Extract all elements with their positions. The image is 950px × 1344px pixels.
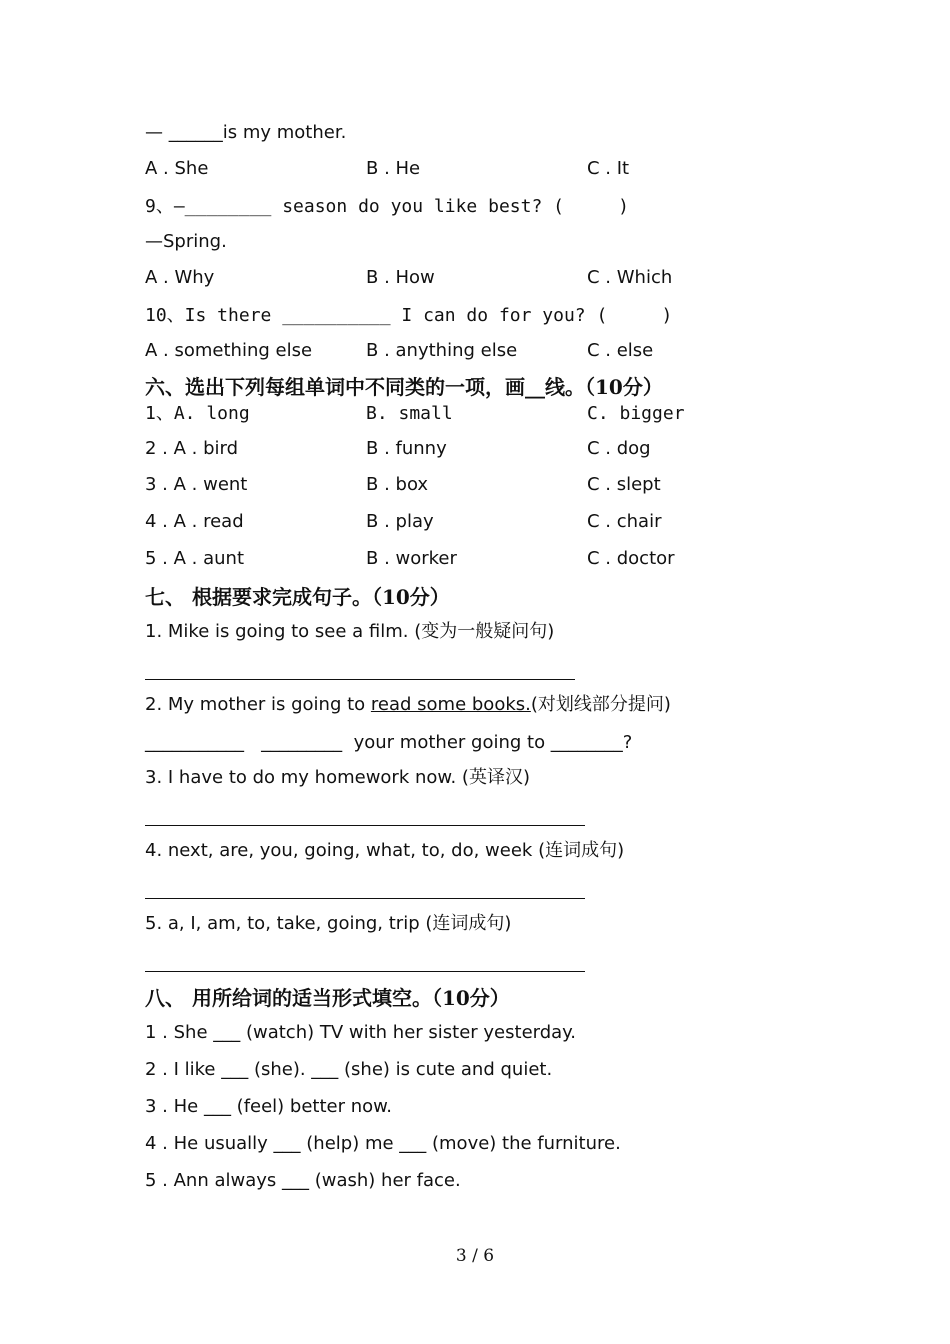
s7-q5: 5. a, I, am, to, take, going, trip (连词成句) — [145, 913, 512, 934]
q10-line: 10、Is there __________ I can do for you? ( ) — [145, 305, 673, 326]
s6-row1-a: 1、A. long — [145, 403, 250, 424]
s6-row3-b: B . box — [366, 474, 429, 495]
s7-q2-post: (对划线部分提问) — [530, 694, 671, 715]
q9-option-a: A . Why — [145, 267, 215, 288]
section7-heading: 七、 根据要求完成句子。（10分） — [145, 585, 450, 609]
s8-item-4: 4 . He usually ___ (help) me ___ (move) the furniture. — [145, 1133, 621, 1154]
s6-row5-c: C . doctor — [587, 548, 675, 569]
s7-q3-answer-line — [145, 825, 585, 826]
q10-option-b: B . anything else — [366, 340, 518, 361]
s8-item-3: 3 . He ___ (feel) better now. — [145, 1096, 392, 1117]
q8-option-a: A . She — [145, 158, 209, 179]
s6-row3-c: C . slept — [587, 474, 661, 495]
s7-q3: 3. I have to do my homework now. (英译汉) — [145, 767, 530, 788]
s8-item-1: 1 . She ___ (watch) TV with her sister yesterday. — [145, 1022, 576, 1043]
q10-option-a: A . something else — [145, 340, 313, 361]
s6-row3-a: 3 . A . went — [145, 474, 248, 495]
s7-q2-answer: ___________ _________ your mother going to ________? — [145, 732, 633, 753]
q9-option-b: B . How — [366, 267, 435, 288]
s6-row2-a: 2 . A . bird — [145, 438, 239, 459]
s6-row4-c: C . chair — [587, 511, 662, 532]
s6-row2-b: B . funny — [366, 438, 447, 459]
q9-option-c: C . Which — [587, 267, 673, 288]
s7-q4-answer-line — [145, 898, 585, 899]
s6-row5-a: 5 . A . aunt — [145, 548, 244, 569]
s7-q4: 4. next, are, you, going, what, to, do, week (连词成句) — [145, 840, 625, 861]
q9-answer-line: —Spring. — [145, 231, 227, 252]
s7-q5-answer-line — [145, 971, 585, 972]
s7-q2-underlined: read some books. — [370, 694, 531, 715]
section6-heading: 六、选出下列每组单词中不同类的一项，画__线。（10分） — [145, 375, 663, 399]
s7-q1: 1. Mike is going to see a film. (变为一般疑问句) — [145, 621, 555, 642]
s6-row4-b: B . play — [366, 511, 434, 532]
s6-row2-c: C . dog — [587, 438, 651, 459]
s7-q1-answer-line — [145, 679, 575, 680]
page-number: 3 / 6 — [455, 1246, 495, 1266]
s8-item-2: 2 . I like ___ (she). ___ (she) is cute and quiet. — [145, 1059, 553, 1080]
s6-row1-c: C. bigger — [587, 403, 685, 424]
q8-line: — ______is my mother. — [145, 122, 347, 143]
s7-q2-pre: 2. My mother is going to — [145, 694, 371, 715]
s7-q2 — [145, 696, 671, 714]
q9-line: 9、—________ season do you like best? ( ) — [145, 196, 629, 217]
s6-row4-a: 4 . A . read — [145, 511, 244, 532]
section8-heading: 八、 用所给词的适当形式填空。（10分） — [145, 986, 510, 1010]
s8-item-5: 5 . Ann always ___ (wash) her face. — [145, 1170, 461, 1191]
q8-option-c: C . It — [587, 158, 630, 179]
q8-option-b: B . He — [366, 158, 421, 179]
s6-row5-b: B . worker — [366, 548, 457, 569]
q10-option-c: C . else — [587, 340, 654, 361]
s6-row1-b: B. small — [366, 403, 453, 424]
